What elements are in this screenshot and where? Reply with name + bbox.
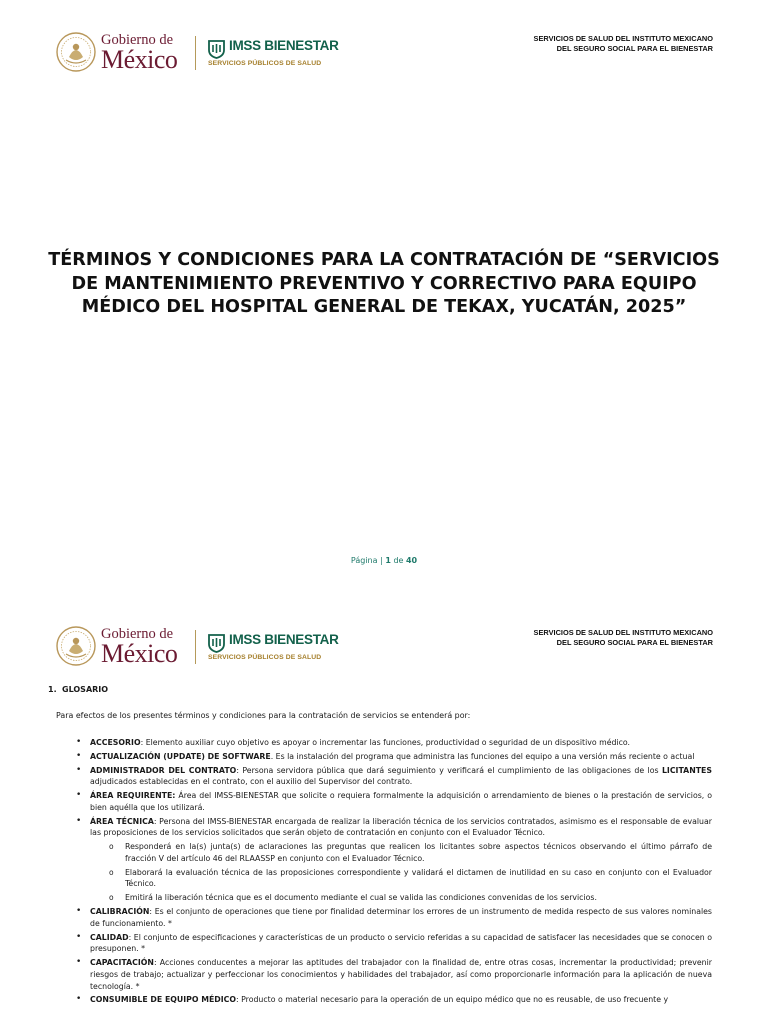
glossary-item	[90, 790, 712, 813]
glossary-definition: . Es la instalación del programa que administra las funciones del equipo a una versión más reciente o actual	[270, 751, 695, 761]
gobierno-logo-line1: Gobierno de	[101, 626, 174, 642]
glossary-definition-cont: adjudicados establecidas en el contrato, con el auxilio del Supervisor del contrato.	[90, 777, 413, 787]
glossary-term: ÁREA REQUIRENTE:	[90, 791, 176, 801]
title-line: TÉRMINOS Y CONDICIONES PARA LA CONTRATACIÓN DE “SERVICIOS	[48, 250, 720, 270]
glossary-sublist	[90, 841, 712, 904]
glossary-term: CONSUMIBLE DE EQUIPO MÉDICO	[90, 995, 236, 1005]
glossary-term: ADMINISTRADOR DEL CONTRATO	[90, 765, 237, 775]
institution-line1: SERVICIOS DE SALUD DEL INSTITUTO MEXICANO	[533, 34, 713, 43]
imss-bienestar-subtitle: SERVICIOS PÚBLICOS DE SALUD	[208, 654, 322, 661]
logo-divider	[195, 630, 196, 664]
page-of: de	[393, 556, 404, 565]
glossary-item	[90, 994, 712, 1006]
document-title	[40, 249, 728, 320]
glossary-term: ACCESORIO	[90, 738, 141, 747]
glossary-item	[90, 816, 712, 904]
institution-name	[534, 34, 713, 54]
gobierno-logo-line1: Gobierno de	[101, 32, 174, 48]
institution-line2: DEL SEGURO SOCIAL PARA EL BIENESTAR	[556, 44, 713, 53]
glossary-definition: : Es el conjunto de operaciones que tiene por finalidad determinar los errores de un instrumento de medida respecto de sus valores nominales de funcionamiento. *	[90, 907, 712, 928]
glossary-definition: : El conjunto de especificaciones y características de un producto o servicio referidas a su capacidad de satisfacer las necesidades que se conocen o presuponen. *	[90, 932, 712, 954]
glossary-subitem: o Responderá en la(s) junta(s) de aclaraciones las preguntas que realicen los licitantes sobre aspectos técnicos observando el último párrafo de fracción V del artículo 46 del RLAASSP en conjunto con el Evaluador Técnico.	[125, 841, 712, 864]
imss-bienestar-subtitle: SERVICIOS PÚBLICOS DE SALUD	[208, 60, 322, 67]
imss-bienestar-emblem-icon	[207, 632, 226, 653]
glossary-subitem: o Emitirá la liberación técnica que es el documento mediante el cual se valida las condiciones convenidas de los servicios.	[125, 892, 712, 904]
page-current: 1	[385, 556, 391, 565]
logo-divider	[195, 36, 196, 70]
title-line: MÉDICO DEL HOSPITAL GENERAL DE TEKAX, YUCATÁN, 2025”	[81, 297, 687, 317]
glossary-subitem: o Elaborará la evaluación técnica de las proposiciones correspondiente y validará el dictamen de inutilidad en su caso en conjunto con el Evaluador Técnico.	[125, 867, 712, 890]
glossary-item	[90, 751, 712, 763]
page-header	[0, 624, 768, 674]
national-seal-icon	[56, 624, 96, 668]
institution-line1: SERVICIOS DE SALUD DEL INSTITUTO MEXICANO	[533, 628, 713, 637]
gobierno-logo-line2: México	[101, 44, 178, 74]
imss-bienestar-name: IMSS BIENESTAR	[229, 632, 339, 647]
institution-name	[534, 628, 713, 648]
glossary-item	[90, 737, 712, 749]
glossary-definition: : Persona servidora pública que dará seguimiento y verificará el cumplimiento de las obligaciones de los	[236, 765, 662, 775]
glossary-definition: : Persona del IMSS-BIENESTAR encargada de realizar la liberación técnica de los servicios contratados, asimismo es el responsable de evaluar las proposiciones de los servicios solicitados que serán objeto de contratación en conjunto con el Evaluador Técnico.	[90, 816, 712, 838]
section-number: 1.	[48, 685, 57, 694]
glossary-definition: : Producto o material necesario para la operación de un equipo médico que no es reusable, de uso frecuente y	[236, 995, 669, 1005]
imss-bienestar-emblem-icon	[207, 38, 226, 59]
national-seal-icon	[56, 30, 96, 74]
page-number-footer	[0, 556, 768, 565]
page-header	[0, 30, 768, 80]
imss-bienestar-name: IMSS BIENESTAR	[229, 38, 339, 53]
title-line: DE MANTENIMIENTO PREVENTIVO Y CORRECTIVO PARA EQUIPO	[71, 273, 697, 294]
glossary-item	[90, 932, 712, 955]
glossary-term: CALIDAD	[90, 932, 129, 942]
glossary-term-inline: LICITANTES	[661, 765, 712, 775]
section-title: GLOSARIO	[62, 685, 109, 694]
gobierno-logo-line2: México	[101, 638, 178, 668]
institution-line2: DEL SEGURO SOCIAL PARA EL BIENESTAR	[556, 638, 713, 647]
glossary-definition: Área del IMSS-BIENESTAR que solicite o requiera formalmente la adquisición o arrendamiento de bienes o la prestación de servicios, o bien aquélla que los utilizará.	[90, 791, 712, 812]
glossary-item	[90, 906, 712, 929]
gobierno-de-mexico-logo	[101, 33, 177, 73]
gobierno-de-mexico-logo	[101, 627, 177, 667]
section-heading	[48, 685, 108, 694]
glossary-term: ACTUALIZACIÓN (UPDATE) DE SOFTWARE	[90, 751, 271, 761]
glossary-term: CALIBRACIÓN	[90, 907, 150, 917]
glossary-term: ÁREA TÉCNICA	[90, 816, 154, 826]
glossary-item	[90, 957, 712, 992]
glossary-term: CAPACITACIÓN	[90, 958, 154, 968]
section-intro: Para efectos de los presentes términos y condiciones para la contratación de servicios se entenderá por:	[56, 711, 471, 720]
glossary-list	[90, 737, 712, 1008]
glossary-item	[90, 765, 712, 788]
glossary-definition: : Elemento auxiliar cuyo objetivo es apoyar o incrementar las funciones, productividad o seguridad de un dispositivo médico.	[140, 738, 631, 747]
glossary-definition: : Acciones conducentes a mejorar las aptitudes del trabajador con la finalidad de, entre otras cosas, incrementar la productividad; prevenir riesgos de trabajo; actualizar y perfeccionar los conocimientos y habilidades del trabajador, así como proporcionarle información para la aplicación de nueva tecnología. *	[90, 958, 712, 991]
page-total: 40	[405, 556, 418, 565]
page-label: Página |	[350, 556, 383, 565]
